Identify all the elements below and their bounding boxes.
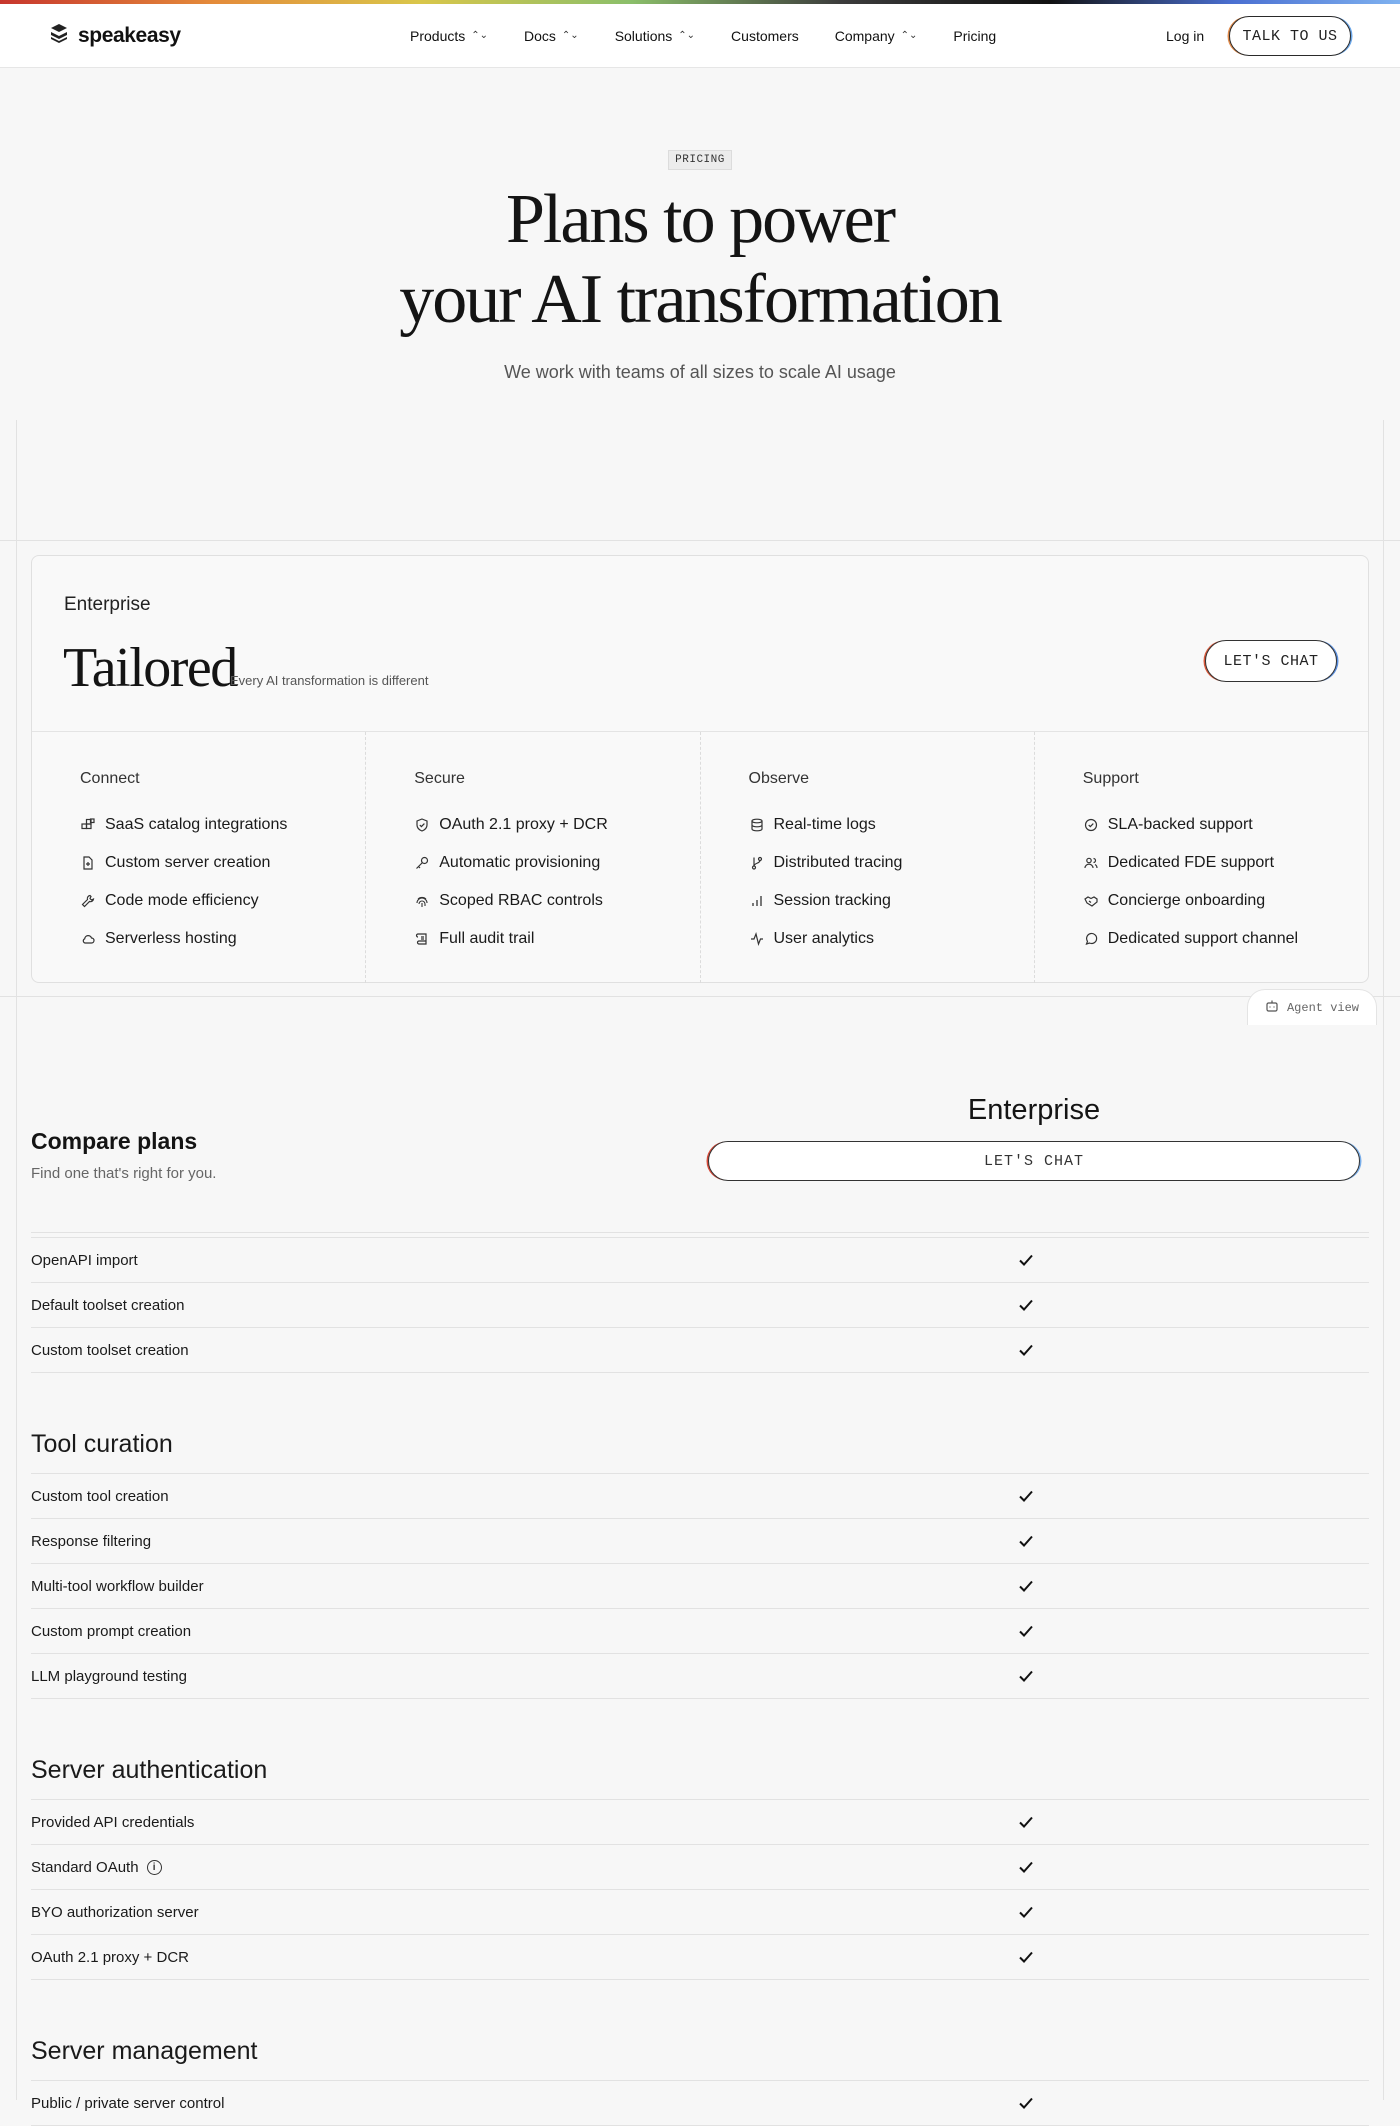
row-label: OAuth 2.1 proxy + DCR bbox=[31, 1948, 189, 1966]
feature-label: Dedicated FDE support bbox=[1107, 854, 1275, 871]
shield-check-icon bbox=[414, 817, 430, 833]
feature-column-connect bbox=[32, 732, 366, 983]
feature-item bbox=[80, 806, 365, 844]
compare-table bbox=[31, 1232, 1369, 2126]
feature-label: Custom server creation bbox=[105, 854, 271, 871]
nav-solutions-label: Solutions bbox=[614, 28, 673, 44]
compare-plans-title: Compare plans bbox=[31, 1128, 198, 1154]
table-row bbox=[31, 1845, 1369, 1890]
feature-label: Real-time logs bbox=[773, 816, 876, 833]
message-circle-icon bbox=[1083, 931, 1099, 947]
row-label: OpenAPI import bbox=[31, 1251, 138, 1269]
row-label: Response filtering bbox=[31, 1532, 152, 1550]
row-label bbox=[31, 1859, 162, 1876]
key-icon bbox=[414, 855, 430, 871]
section-title-tool-curation: Tool curation bbox=[31, 1373, 1369, 1474]
feature-label: SLA-backed support bbox=[1107, 816, 1253, 833]
title-line-1: Plans to power bbox=[505, 181, 895, 258]
feature-item bbox=[749, 806, 1034, 844]
feature-grid bbox=[32, 731, 1368, 983]
info-icon[interactable]: i bbox=[147, 1860, 162, 1875]
check-icon bbox=[1016, 1812, 1036, 1832]
check-icon bbox=[1016, 1486, 1036, 1506]
table-row bbox=[31, 1283, 1369, 1328]
enterprise-card bbox=[31, 555, 1369, 983]
frame-line bbox=[0, 540, 1400, 541]
table-row bbox=[31, 1328, 1369, 1373]
nav-customers[interactable] bbox=[731, 28, 799, 44]
check-icon bbox=[1016, 1340, 1036, 1360]
row-label: Multi-tool workflow builder bbox=[31, 1577, 204, 1595]
users-icon bbox=[1083, 855, 1099, 871]
frame-line bbox=[0, 996, 1400, 997]
column-title: Secure bbox=[414, 770, 465, 787]
plan-name-enterprise: Enterprise bbox=[967, 1094, 1101, 1126]
chevron-updown-icon: ⌃⌄ bbox=[900, 30, 918, 41]
scroll-icon bbox=[414, 931, 430, 947]
feature-item bbox=[80, 882, 365, 920]
feature-label: Session tracking bbox=[773, 892, 891, 909]
speakeasy-logo[interactable] bbox=[48, 22, 181, 49]
check-icon bbox=[1016, 1295, 1036, 1315]
compare-plans-subtitle: Find one that's right for you. bbox=[31, 1165, 217, 1182]
table-row bbox=[31, 1238, 1369, 1283]
nav-pricing[interactable] bbox=[953, 28, 996, 44]
feature-item bbox=[1083, 844, 1368, 882]
feature-item bbox=[749, 844, 1034, 882]
row-label: LLM playground testing bbox=[31, 1667, 187, 1685]
table-row bbox=[31, 1800, 1369, 1845]
git-branch-icon bbox=[749, 855, 765, 871]
feature-label: Full audit trail bbox=[439, 930, 535, 947]
feature-item bbox=[414, 920, 699, 958]
row-label: Custom tool creation bbox=[31, 1487, 169, 1505]
feature-item bbox=[1083, 882, 1368, 920]
feature-label: Automatic provisioning bbox=[439, 854, 601, 871]
table-row bbox=[31, 2081, 1369, 2126]
nav-docs[interactable] bbox=[524, 28, 579, 44]
frame-line bbox=[16, 420, 17, 2100]
check-icon bbox=[1016, 1250, 1036, 1270]
wrench-icon bbox=[80, 893, 96, 909]
row-label: Public / private server control bbox=[31, 2094, 225, 2112]
feature-label: Serverless hosting bbox=[105, 930, 237, 947]
talk-to-us-button[interactable]: TALK TO US bbox=[1229, 16, 1351, 56]
check-icon bbox=[1016, 1857, 1036, 1877]
feature-item bbox=[414, 844, 699, 882]
page-title bbox=[0, 180, 1400, 340]
check-icon bbox=[1016, 1947, 1036, 1967]
enterprise-description: Every AI transformation is different bbox=[230, 673, 429, 688]
feature-column-secure bbox=[366, 732, 700, 983]
column-title: Support bbox=[1082, 770, 1139, 787]
section-title-server-authentication: Server authentication bbox=[31, 1699, 1369, 1800]
agent-view-toggle[interactable] bbox=[1247, 989, 1377, 1025]
hero bbox=[0, 68, 1400, 383]
handshake-icon bbox=[1083, 893, 1099, 909]
row-label: Custom prompt creation bbox=[31, 1622, 192, 1640]
chevron-updown-icon: ⌃⌄ bbox=[561, 30, 579, 41]
pricing-badge: PRICING bbox=[668, 150, 732, 170]
chevron-updown-icon: ⌃⌄ bbox=[678, 30, 696, 41]
feature-column-observe bbox=[701, 732, 1035, 983]
check-icon bbox=[1016, 1666, 1036, 1686]
feature-item bbox=[1083, 806, 1368, 844]
logo-text: speakeasy bbox=[78, 23, 181, 47]
check-icon bbox=[1016, 1902, 1036, 1922]
table-row bbox=[31, 1890, 1369, 1935]
feature-label: User analytics bbox=[773, 930, 874, 947]
feature-item bbox=[414, 882, 699, 920]
row-label: Provided API credentials bbox=[31, 1813, 195, 1831]
bar-chart-icon bbox=[749, 893, 765, 909]
row-label: Custom toolset creation bbox=[31, 1341, 189, 1359]
table-row bbox=[31, 1935, 1369, 1980]
nav-company-label: Company bbox=[834, 28, 895, 44]
feature-item bbox=[749, 882, 1034, 920]
column-title: Observe bbox=[748, 770, 809, 787]
feature-item bbox=[414, 806, 699, 844]
nav-pricing-label: Pricing bbox=[953, 28, 997, 44]
feature-label: OAuth 2.1 proxy + DCR bbox=[439, 816, 608, 833]
column-title: Connect bbox=[80, 770, 140, 787]
row-label-text: Standard OAuth bbox=[31, 1858, 139, 1876]
chevron-updown-icon: ⌃⌄ bbox=[471, 30, 489, 41]
check-icon bbox=[1016, 1531, 1036, 1551]
enterprise-label: Enterprise bbox=[64, 594, 151, 615]
robot-icon bbox=[1265, 999, 1279, 1017]
nav-links bbox=[410, 28, 1032, 44]
feature-label: SaaS catalog integrations bbox=[105, 816, 288, 833]
plan-lets-chat-button[interactable]: LET'S CHAT bbox=[708, 1141, 1360, 1181]
row-label: Default toolset creation bbox=[31, 1296, 185, 1314]
feature-item bbox=[1083, 920, 1368, 958]
nav-solutions[interactable] bbox=[615, 28, 695, 44]
enterprise-headline: Tailored bbox=[63, 637, 237, 699]
row-label: BYO authorization server bbox=[31, 1903, 199, 1921]
feature-label: Scoped RBAC controls bbox=[439, 892, 603, 909]
activity-icon bbox=[749, 931, 765, 947]
table-row bbox=[31, 1564, 1369, 1609]
nav-customers-label: Customers bbox=[731, 28, 799, 44]
badge-check-icon bbox=[1083, 817, 1099, 833]
agent-view-label: Agent view bbox=[1286, 1000, 1359, 1015]
speakeasy-logo-icon bbox=[48, 22, 70, 49]
lets-chat-button[interactable]: LET'S CHAT bbox=[1205, 640, 1337, 682]
feature-label: Concierge onboarding bbox=[1107, 892, 1266, 909]
feature-label: Dedicated support channel bbox=[1107, 930, 1299, 947]
login-link[interactable]: Log in bbox=[1166, 28, 1205, 44]
nav-company[interactable] bbox=[835, 28, 918, 44]
feature-label: Distributed tracing bbox=[773, 854, 903, 871]
frame-line bbox=[1383, 420, 1384, 2100]
nav-products[interactable] bbox=[410, 28, 488, 44]
blocks-icon bbox=[80, 817, 96, 833]
hero-subtitle: We work with teams of all sizes to scale AI usage bbox=[504, 362, 896, 382]
section-title-server-management: Server management bbox=[31, 1980, 1369, 2081]
check-icon bbox=[1016, 1576, 1036, 1596]
feature-item bbox=[80, 920, 365, 958]
check-icon bbox=[1016, 1621, 1036, 1641]
feature-item bbox=[80, 844, 365, 882]
feature-column-support bbox=[1035, 732, 1368, 983]
table-row bbox=[31, 1474, 1369, 1519]
table-row bbox=[31, 1609, 1369, 1654]
table-row bbox=[31, 1519, 1369, 1564]
check-icon bbox=[1016, 2093, 1036, 2113]
file-plus-icon bbox=[80, 855, 96, 871]
title-line-2: your AI transformation bbox=[399, 261, 1001, 338]
database-icon bbox=[749, 817, 765, 833]
nav-products-label: Products bbox=[410, 28, 466, 44]
table-row bbox=[31, 1654, 1369, 1699]
fingerprint-icon bbox=[414, 893, 430, 909]
feature-label: Code mode efficiency bbox=[105, 892, 259, 909]
nav-docs-label: Docs bbox=[524, 28, 556, 44]
feature-item bbox=[749, 920, 1034, 958]
cloud-icon bbox=[80, 931, 96, 947]
top-nav bbox=[0, 4, 1400, 68]
